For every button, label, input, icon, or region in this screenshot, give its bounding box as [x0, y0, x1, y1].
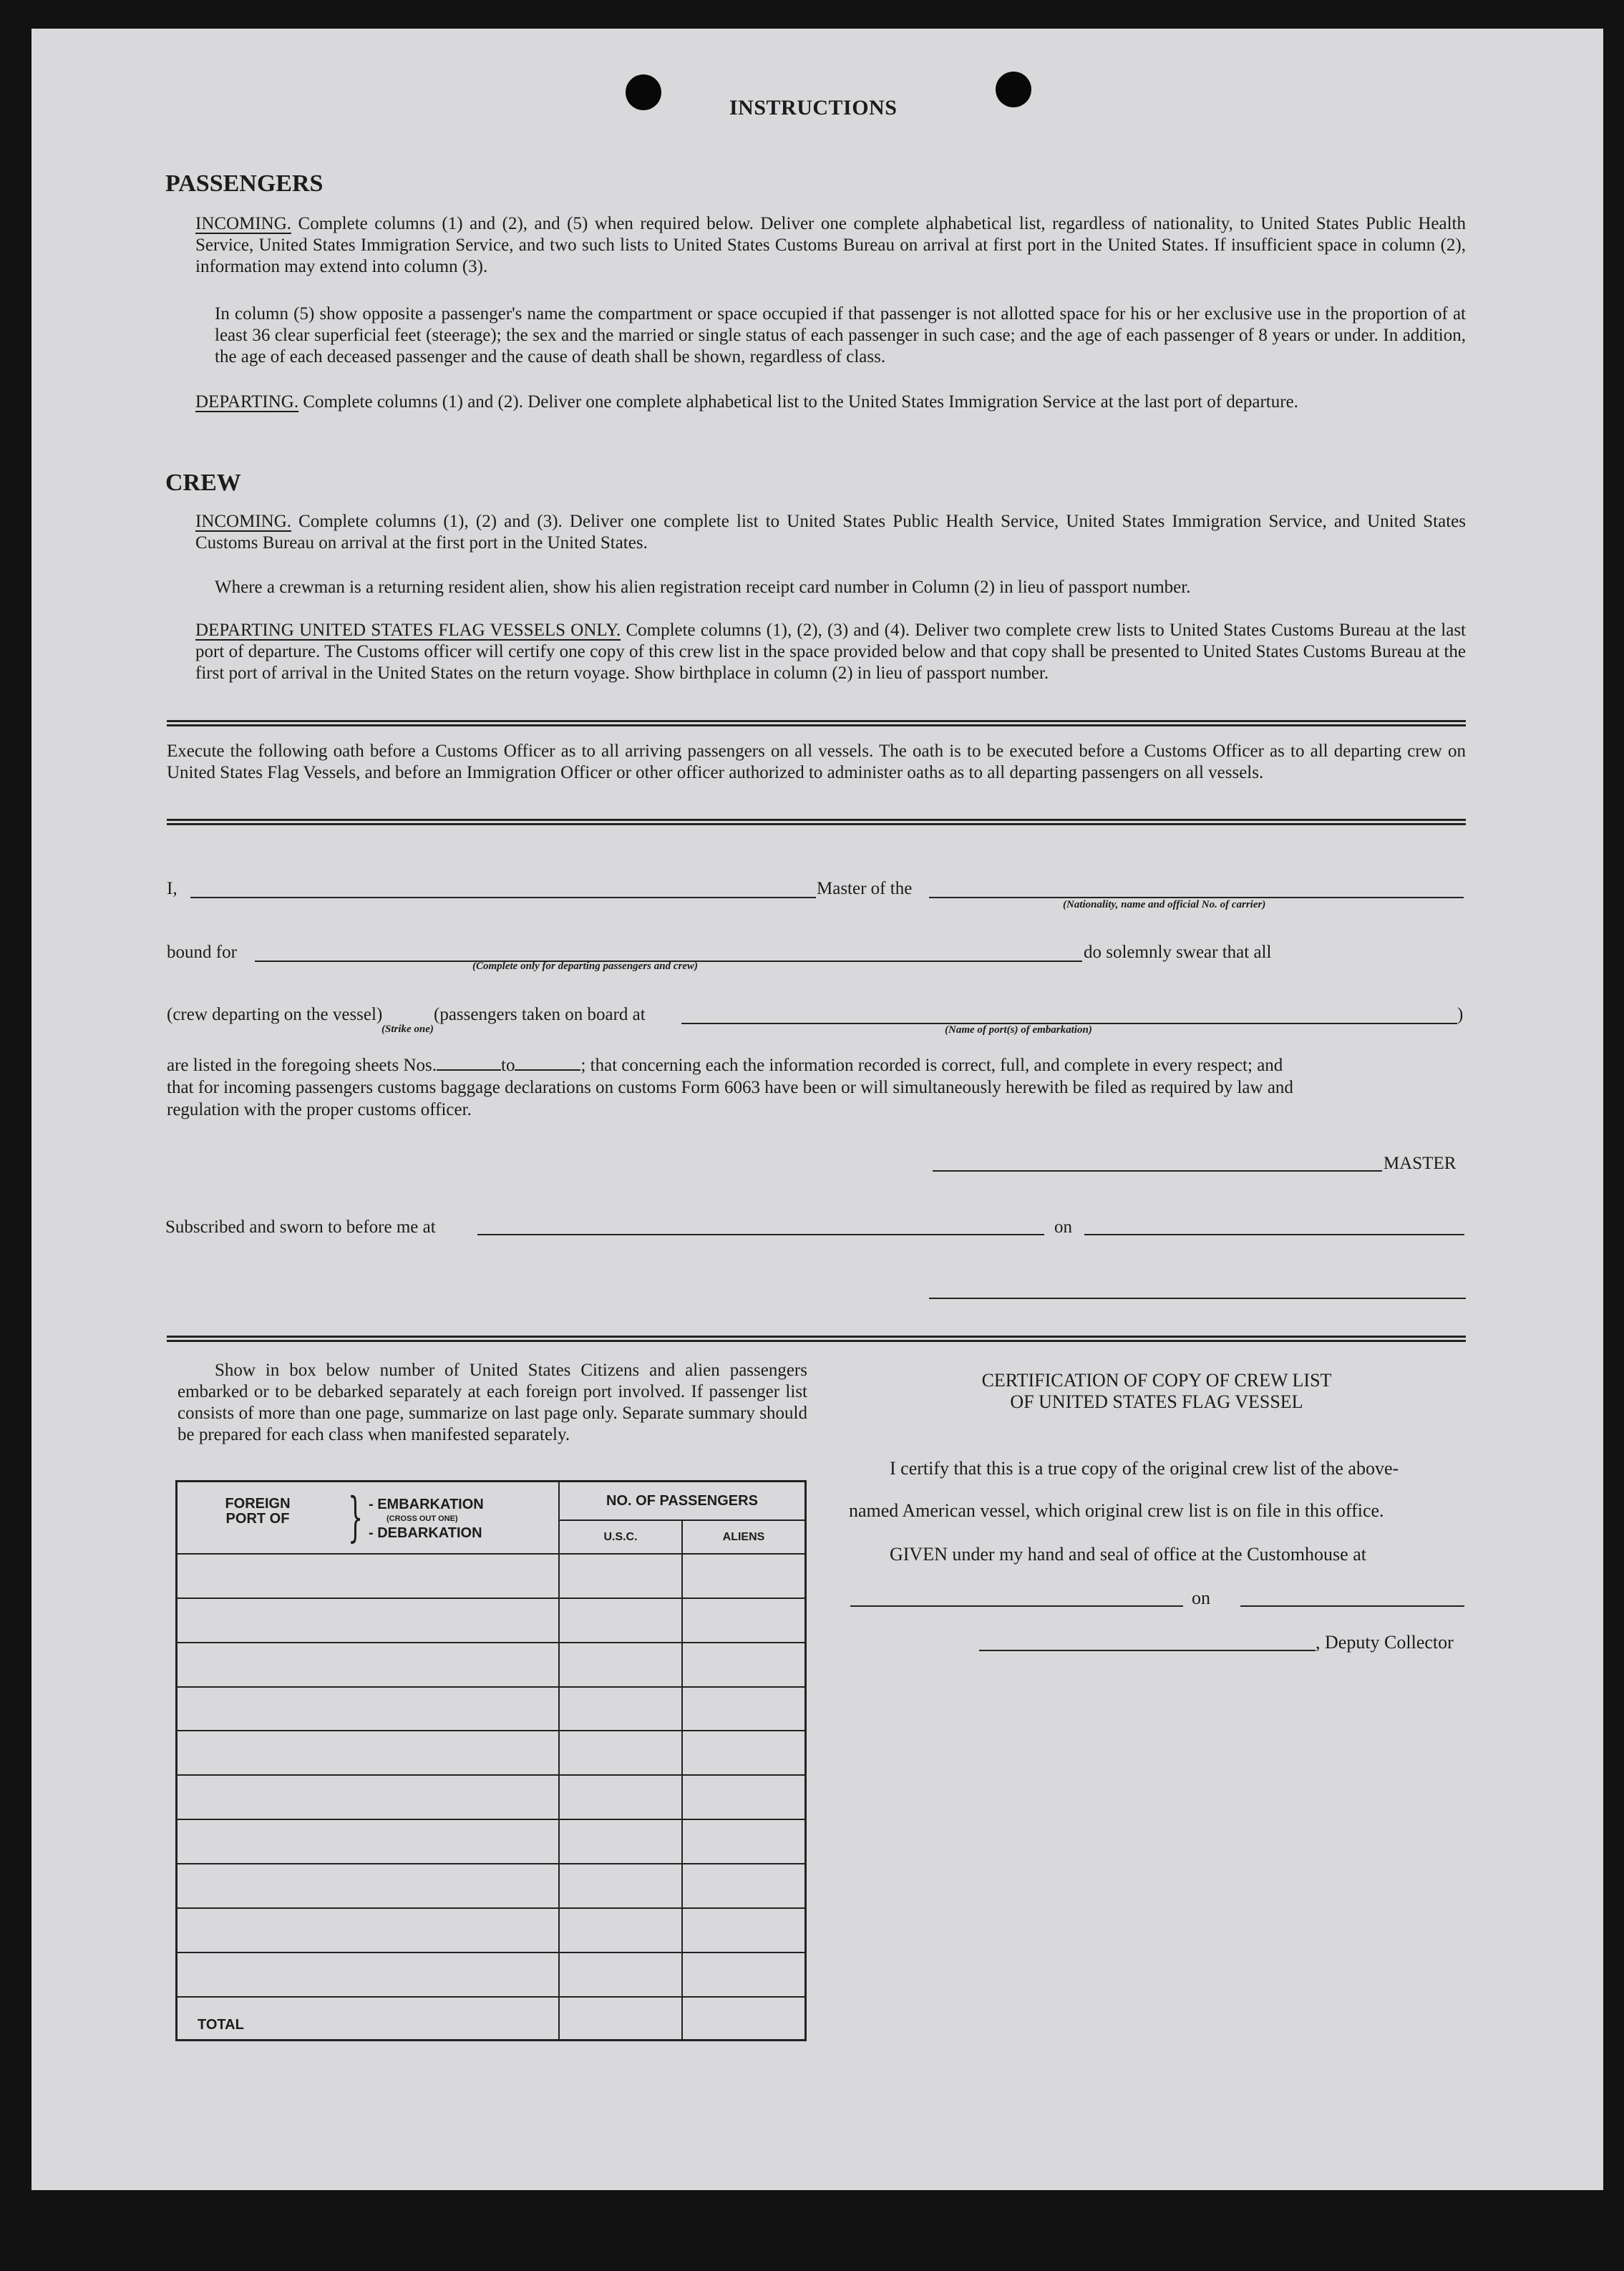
aliens-cell[interactable] — [682, 1643, 806, 1687]
aliens-cell[interactable] — [682, 1554, 806, 1598]
listed-line-1 — [167, 1055, 1283, 1076]
table-row — [177, 1643, 806, 1687]
passengers-incoming-paragraph — [195, 213, 1466, 278]
crew-departing-option[interactable]: (crew departing on the vessel) — [167, 1005, 383, 1024]
crew-departing-label: DEPARTING UNITED STATES FLAG VESSELS ONLY. — [195, 621, 621, 640]
port-cell[interactable] — [177, 1598, 560, 1643]
table-row — [177, 1775, 806, 1819]
usc-cell[interactable] — [559, 1775, 682, 1819]
table-row — [177, 1953, 806, 1997]
table-row — [177, 1908, 806, 1953]
port-cell[interactable] — [177, 1687, 560, 1731]
passenger-summary-table — [175, 1480, 807, 2041]
officer-signature-field[interactable] — [929, 1298, 1466, 1299]
crew-heading: CREW — [165, 470, 241, 496]
usc-cell[interactable] — [559, 1731, 682, 1775]
summary-instruction: Show in box below number of United States Citizens and alien passengers embarked or to be debarked separately at each foreign port involved. If passenger list consists of more than one page, summarize on last page only. Separate summary should be prepared for each class when manifested separately. — [178, 1361, 807, 1444]
total-label: TOTAL — [177, 1997, 560, 2041]
crew-departing-text: Complete columns (1), (2), (3) and (4). Deliver two complete crew lists to United States Customs Bureau at the last port of departure. The Customs officer will certify one copy of this crew list in the space provided below and that copy shall be presented to United States Customs Bureau at the first port of arrival in the United States on the return voyage. Show birthplace in column (2) in lieu of passport number. — [195, 621, 1467, 683]
sworn-on-label: on — [1054, 1217, 1072, 1237]
aliens-cell[interactable] — [682, 1953, 806, 1997]
sworn-date-field[interactable] — [1084, 1234, 1464, 1235]
port-cell[interactable] — [177, 1643, 560, 1687]
table-row — [177, 1687, 806, 1731]
crew-incoming-label: INCOMING. — [195, 512, 292, 531]
port-cell[interactable] — [177, 1953, 560, 1997]
usc-header: U.S.C. — [559, 1520, 682, 1554]
double-rule — [167, 720, 1466, 726]
brace-icon: } — [347, 1487, 364, 1548]
usc-cell[interactable] — [559, 1687, 682, 1731]
master-of-the-label: Master of the — [817, 879, 913, 898]
listed-text-2: ; that concerning each the information recorded is correct, full, and complete in every respect; and — [580, 1056, 1283, 1075]
port-cell[interactable] — [177, 1775, 560, 1819]
crew-incoming-paragraph — [195, 511, 1466, 554]
customhouse-field[interactable] — [850, 1605, 1183, 1607]
page-title: INSTRUCTIONS — [729, 96, 898, 120]
foreign-port-label: FOREIGN PORT OF — [225, 1496, 291, 1527]
deputy-signature-field[interactable] — [979, 1650, 1316, 1651]
sworn-place-field[interactable] — [477, 1234, 1044, 1235]
usc-cell[interactable] — [559, 1953, 682, 1997]
table-row — [177, 1819, 806, 1864]
total-row — [177, 1997, 806, 2041]
usc-cell[interactable] — [559, 1908, 682, 1953]
passengers-departing-text: Complete columns (1) and (2). Deliver one complete alphabetical list to the United States Immigration Service at the last port of departure. — [303, 392, 1298, 412]
aliens-header: ALIENS — [682, 1520, 806, 1554]
deputy-collector-label: , Deputy Collector — [1316, 1632, 1454, 1653]
usc-cell[interactable] — [559, 1819, 682, 1864]
subscribed-label: Subscribed and sworn to before me at — [165, 1217, 436, 1237]
double-rule — [167, 1336, 1466, 1342]
master-label: MASTER — [1384, 1154, 1457, 1173]
punch-hole — [626, 74, 661, 110]
cross-out-caption: (CROSS OUT ONE) — [386, 1514, 458, 1523]
aliens-cell[interactable] — [682, 1864, 806, 1908]
aliens-cell[interactable] — [682, 1775, 806, 1819]
listed-line-2: that for incoming passengers customs baggage declarations on customs Form 6063 have been or will simultaneously herewith be filed as required by law and — [167, 1078, 1293, 1097]
passengers-departing-paragraph — [195, 392, 1466, 413]
crew-resident-paragraph: Where a crewman is a returning resident alien, show his alien registration receipt card number in Column (2) in lieu of passport number. — [215, 578, 1191, 597]
certification-line-2: named American vessel, which original crew list is on file in this office. — [849, 1500, 1384, 1521]
certification-heading-2: OF UNITED STATES FLAG VESSEL — [1010, 1391, 1303, 1412]
certification-line-3: GIVEN under my hand and seal of office at the Customhouse at — [890, 1544, 1366, 1565]
summary-rows — [177, 1554, 806, 1997]
bound-for-caption: (Complete only for departing passengers and crew) — [472, 961, 698, 972]
table-row — [177, 1864, 806, 1908]
usc-cell[interactable] — [559, 1598, 682, 1643]
table-row — [177, 1554, 806, 1598]
master-name-field[interactable] — [190, 897, 816, 898]
swear-text: do solemnly swear that all — [1084, 943, 1272, 962]
double-rule — [167, 819, 1466, 825]
sheet-from-field[interactable] — [437, 1069, 501, 1071]
certification-heading-1: CERTIFICATION OF COPY OF CREW LIST — [981, 1370, 1332, 1391]
port-cell[interactable] — [177, 1819, 560, 1864]
carrier-field[interactable] — [929, 897, 1464, 898]
aliens-cell[interactable] — [682, 1598, 806, 1643]
passengers-incoming-text: Complete columns (1) and (2), and (5) when required below. Deliver one complete alphabetical list, regardless of nationality, to United States Public Health Service, United States Immigration Service, and two such lists to United States Customs Bureau on arrival at first port in the United States. If insufficient space in column (2), information may extend into column (3). — [195, 214, 1466, 276]
bound-for-label: bound for — [167, 943, 237, 962]
aliens-cell[interactable] — [682, 1731, 806, 1775]
crew-departing-paragraph — [195, 620, 1466, 684]
strike-one-caption: (Strike one) — [381, 1023, 434, 1035]
foreign-port-header — [177, 1482, 560, 1554]
usc-cell[interactable] — [559, 1864, 682, 1908]
port-cell[interactable] — [177, 1554, 560, 1598]
usc-cell[interactable] — [559, 1643, 682, 1687]
aliens-cell[interactable] — [682, 1687, 806, 1731]
certification-heading — [849, 1370, 1464, 1413]
table-header-row — [177, 1482, 806, 1521]
total-aliens-cell[interactable] — [682, 1997, 806, 2041]
listed-line-3: regulation with the proper customs officer. — [167, 1100, 472, 1119]
total-usc-cell[interactable] — [559, 1997, 682, 2041]
master-signature-field[interactable] — [933, 1170, 1382, 1172]
aliens-cell[interactable] — [682, 1819, 806, 1864]
passengers-departing-label: DEPARTING. — [195, 392, 299, 412]
passengers-heading: PASSENGERS — [165, 170, 324, 197]
debarkation-label: - DEBARKATION — [369, 1525, 482, 1541]
listed-to: to — [501, 1056, 515, 1075]
close-paren: ) — [1457, 1005, 1464, 1024]
embarkation-label: - EMBARKATION — [369, 1497, 484, 1512]
port-cell[interactable] — [177, 1731, 560, 1775]
certification-on-label: on — [1192, 1587, 1210, 1608]
punch-hole — [996, 72, 1031, 107]
no-of-passengers-header: NO. OF PASSENGERS — [559, 1482, 806, 1521]
port-cell[interactable] — [177, 1864, 560, 1908]
ports-caption: (Name of port(s) of embarkation) — [945, 1024, 1092, 1036]
oath-instruction: Execute the following oath before a Customs Officer as to all arriving passengers on all vessels. The oath is to be executed before a Customs Officer as to all departing crew on United States Flag Vessels, and before an Immigration Officer or other officer authorized to administer oaths as to all departing passengers on all vessels. — [167, 741, 1466, 782]
oath-i-label: I, — [167, 879, 178, 898]
passengers-column5-paragraph: In column (5) show opposite a passenger's name the compartment or space occupied if that passenger is not allotted space for his or her exclusive use in the proportion of at least 36 clear superficial feet (steerage); the sex and the married or single status of each passenger in such case; and the age of each passenger of 8 years or under. In addition, the age of each deceased passenger and the cause of death shall be shown, regardless of class. — [215, 304, 1466, 366]
port-cell[interactable] — [177, 1908, 560, 1953]
usc-cell[interactable] — [559, 1554, 682, 1598]
table-row — [177, 1731, 806, 1775]
table-row — [177, 1598, 806, 1643]
certification-date-field[interactable] — [1240, 1605, 1464, 1607]
certification-line-1: I certify that this is a true copy of the original crew list of the above- — [890, 1458, 1399, 1479]
crew-incoming-text: Complete columns (1), (2) and (3). Deliver one complete list to United States Public Health Service, United States Immigration Service, and United States Customs Bureau on arrival at the first port in the United States. — [195, 512, 1466, 553]
passengers-incoming-label: INCOMING. — [195, 214, 292, 233]
sheet-to-field[interactable] — [515, 1069, 580, 1071]
listed-text-1: are listed in the foregoing sheets Nos. — [167, 1056, 437, 1075]
passengers-taken-option[interactable]: (passengers taken on board at — [434, 1005, 646, 1024]
aliens-cell[interactable] — [682, 1908, 806, 1953]
carrier-caption: (Nationality, name and official No. of carrier) — [1063, 899, 1266, 910]
